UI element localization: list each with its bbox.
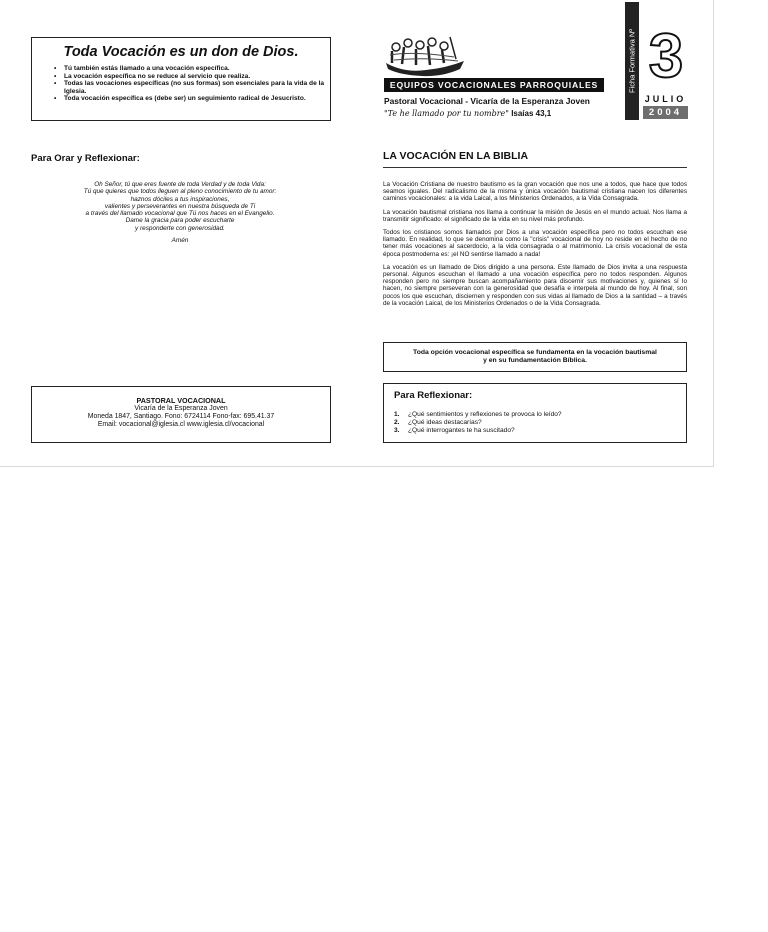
article-body: [383, 181, 687, 313]
ficha-vertical-label: [625, 2, 639, 120]
prayer-line: haznos dóciles a tus inspiraciones,: [130, 195, 230, 203]
reflect-question: [394, 419, 562, 427]
reflect-box: [383, 383, 687, 443]
vocation-list-item: • Tú también estás llamado a una vocación específica.: [54, 65, 326, 73]
prayer-line: Dame la gracia para poder escucharte: [125, 217, 235, 225]
highlight-line: Toda opción vocacional específica se fundamenta en la vocación bautismal: [413, 349, 657, 356]
question-number: 3.: [394, 427, 400, 434]
reflect-question: [394, 411, 562, 419]
prayer-line: a través del llamado vocacional que Tú nos haces en el Evangelio.: [85, 210, 275, 218]
vocation-list: [54, 65, 326, 103]
question-text: ¿Qué interrogantes te ha suscitado?: [408, 427, 515, 434]
equipos-banner: EQUIPOS VOCACIONALES PARROQUIALES: [384, 78, 604, 92]
prayer-line: Oh Señor, tú que eres fuente de toda Verdad y de toda Vida:: [94, 181, 266, 188]
vocation-list-item: • Todas las vocaciones específicas (no sus formas) son esenciales para la vida de la Iglesia.: [54, 80, 326, 95]
article-paragraph: La vocación bautismal cristiana nos llama a continuar la misión de Jesús en el mundo actual. Nos llama a transmitir significado: el significado de la vida en su nivel más profundo.: [383, 208, 687, 223]
contact-email-web: Email: vocacional@iglesia.cl www.iglesia.cl/vocacional: [97, 421, 265, 429]
prayer-line: valientes y perseverantes en nuestra búsqueda de Ti: [104, 202, 256, 210]
vocation-box: [31, 37, 331, 121]
issue-month: JULIO: [644, 94, 687, 104]
brochure-sheet: [0, 0, 714, 467]
contact-title: PASTORAL VOCACIONAL: [136, 396, 226, 405]
bible-quote-text: "Te he llamado por tu nombre": [384, 109, 509, 118]
vocation-box-title: Toda Vocación es un don de Dios.: [63, 44, 299, 60]
reflect-title: Para Reflexionar:: [394, 390, 473, 401]
issue-year: 2004: [643, 106, 688, 119]
question-text: ¿Qué ideas destacarías?: [408, 419, 482, 426]
question-number: 2.: [394, 419, 400, 426]
section-title: LA VOCACIÓN EN LA BIBLIA: [383, 150, 529, 162]
contact-vicaria: Vicaría de la Esperanza Joven: [134, 405, 228, 412]
reflect-questions: [394, 411, 562, 435]
bible-quote-reference: Isaías 43,1: [511, 109, 552, 118]
vocation-list-item: • La vocación específica no se reduce al servicio que realiza.: [54, 73, 326, 81]
article-paragraph: La vocación es un llamado de Dios dirigido a una persona. Este llamado de Dios invita a una respuesta personal. Algunos escuchan el llamado a una vocación específica pero no todos responden. Algunos responden pero no siempre buscan acompañamiento para discernir sus motivaciones y, quienes sí lo hacen, no siempre perseveran con la generosidad que desafía e interpela al mundo de hoy. Al final, son pocos los que escuchan, disciernen y responden con sus vidas al llamado de Dios a la santidad – a través de la vocación Laical, de los Ministerios Ordenados o de la Vida Consagrada.: [383, 263, 687, 307]
ficha-label-text: Ficha Formativa Nº: [627, 28, 637, 94]
pray-heading: Para Orar y Reflexionar:: [31, 153, 140, 164]
reflect-question: [394, 427, 562, 435]
contact-box: [31, 386, 331, 443]
pastoral-subtitle: Pastoral Vocacional - Vicaría de la Esperanza Joven: [384, 96, 590, 106]
article-paragraph: La Vocación Cristiana de nuestro bautismo es la gran vocación que nos une a todos, que hace que todos seamos iguales. Del radicalismo de la misma y única vocación bautismal cristiana nacen los diferentes caminos vocacionales: a la vida Laical, a los Ministerios Ordenados, a la Vida Consagrada.: [383, 181, 687, 203]
highlight-line: y en su fundamentación Bíblica.: [483, 357, 587, 364]
question-text: ¿Qué sentimientos y reflexiones te provoca lo leído?: [408, 411, 562, 418]
section-divider: [383, 167, 687, 168]
prayer-line: y responderte con generosidad.: [135, 224, 225, 232]
bible-quote: [384, 109, 551, 118]
contact-address-phone: Moneda 1847, Santiago. Fono: 6724114 Fono-fax: 695.41.37: [87, 413, 275, 421]
question-number: 1.: [394, 411, 400, 418]
vocation-list-item: • Toda vocación específica es (debe ser) un seguimiento radical de Jesucristo.: [54, 95, 326, 103]
prayer-amen: Amén: [171, 237, 189, 245]
highlight-box: [383, 342, 687, 372]
prayer-text: [60, 181, 300, 244]
ficha-number: 3: [648, 22, 684, 91]
fishermen-boat-logo: [384, 33, 466, 77]
prayer-line: Tú que quieres que todos lleguen al pleno conocimiento de tu amor:: [83, 188, 277, 196]
article-paragraph: Todos los cristianos somos llamados por Dios a una vocación específica pero no todos escuchan ese llamado. En realidad, lo que se denomina como la "crisis" vocacional de hoy no reside en el hecho de no tener más vocaciones al sacerdocio, a la vida consagrada o al matrimonio. La crisis vocacional de esta época postmoderna es: ¡el NO sentirse llamado a nada!: [383, 229, 687, 258]
